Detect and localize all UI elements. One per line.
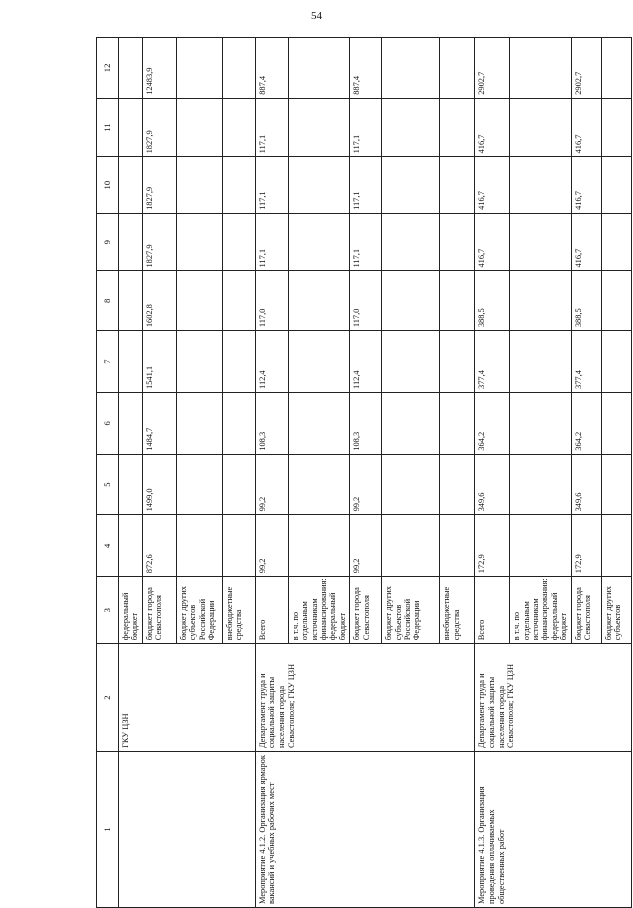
value-cell bbox=[119, 98, 143, 157]
table-row bbox=[255, 38, 288, 908]
value-cell bbox=[382, 454, 440, 515]
value-cell: 364,2 bbox=[475, 392, 510, 454]
value-cell: 2902,7 bbox=[571, 38, 601, 99]
value-cell bbox=[288, 98, 349, 157]
value-cell bbox=[119, 392, 143, 454]
value-cell bbox=[440, 331, 475, 393]
value-cell: 872,6 bbox=[142, 515, 176, 577]
value-cell: 349,6 bbox=[571, 454, 601, 515]
value-cell: 887,4 bbox=[255, 38, 288, 99]
value-cell bbox=[601, 454, 631, 515]
value-cell bbox=[382, 38, 440, 99]
value-cell: 388,5 bbox=[571, 271, 601, 331]
col-header: 9 bbox=[97, 213, 119, 271]
funding-source-cell: Всего bbox=[255, 577, 288, 644]
value-cell: 172,9 bbox=[475, 515, 510, 577]
funding-source-cell: бюджет города Севастополя bbox=[571, 577, 601, 644]
value-cell bbox=[510, 157, 571, 214]
value-cell bbox=[288, 271, 349, 331]
value-cell bbox=[510, 38, 571, 99]
value-cell bbox=[222, 392, 255, 454]
funding-source-cell: в т.ч. по отдельным источникам финансирования: федеральный бюджет bbox=[510, 577, 571, 644]
value-cell bbox=[440, 392, 475, 454]
value-cell bbox=[382, 515, 440, 577]
funding-source-cell: внебюджетные средства bbox=[222, 577, 255, 644]
value-cell bbox=[510, 392, 571, 454]
value-cell: 1827,9 bbox=[142, 157, 176, 214]
value-cell: 117,1 bbox=[255, 157, 288, 214]
measure-name-cell: Мероприятие 4.1.2. Организация ярмарок вакансий и учебных рабочих мест bbox=[255, 752, 474, 908]
value-cell bbox=[222, 331, 255, 393]
value-cell bbox=[440, 271, 475, 331]
budget-table bbox=[96, 37, 632, 908]
value-cell: 117,1 bbox=[350, 213, 382, 271]
value-cell bbox=[288, 392, 349, 454]
funding-source-cell: бюджет города Севастополя bbox=[350, 577, 382, 644]
value-cell bbox=[510, 331, 571, 393]
value-cell: 416,7 bbox=[571, 98, 601, 157]
col-header: 2 bbox=[97, 644, 119, 752]
executor-cell: Департамент труда и социальной защиты населения города Севастополя; ГКУ ЦЗН bbox=[255, 644, 474, 752]
value-cell bbox=[382, 331, 440, 393]
funding-source-cell: в т.ч. по отдельным источникам финансирования: федеральный бюджет bbox=[288, 577, 349, 644]
value-cell bbox=[382, 392, 440, 454]
value-cell bbox=[601, 213, 631, 271]
value-cell bbox=[222, 38, 255, 99]
value-cell bbox=[119, 157, 143, 214]
value-cell bbox=[176, 454, 222, 515]
value-cell: 99,2 bbox=[255, 515, 288, 577]
value-cell bbox=[440, 515, 475, 577]
value-cell bbox=[119, 213, 143, 271]
value-cell bbox=[119, 271, 143, 331]
value-cell bbox=[382, 271, 440, 331]
col-header: 8 bbox=[97, 271, 119, 331]
value-cell bbox=[176, 515, 222, 577]
funding-source-cell: бюджет других субъектов Российской Федерации bbox=[176, 577, 222, 644]
value-cell bbox=[288, 213, 349, 271]
measure-name-cell bbox=[119, 752, 256, 908]
value-cell bbox=[288, 331, 349, 393]
value-cell bbox=[176, 38, 222, 99]
value-cell bbox=[510, 454, 571, 515]
value-cell bbox=[288, 157, 349, 214]
value-cell: 364,2 bbox=[571, 392, 601, 454]
col-header: 11 bbox=[97, 98, 119, 157]
funding-source-cell: внебюджетные средства bbox=[440, 577, 475, 644]
value-cell bbox=[440, 454, 475, 515]
value-cell bbox=[176, 331, 222, 393]
measure-name-cell: Мероприятие 4.1.3. Организация проведения оплачиваемых общественных работ bbox=[475, 752, 631, 908]
value-cell: 1602,8 bbox=[142, 271, 176, 331]
value-cell bbox=[601, 98, 631, 157]
value-cell: 1541,1 bbox=[142, 331, 176, 393]
value-cell: 349,6 bbox=[475, 454, 510, 515]
value-cell bbox=[601, 157, 631, 214]
funding-source-cell: бюджет других субъектов Российской Федерации bbox=[382, 577, 440, 644]
value-cell: 108,3 bbox=[350, 392, 382, 454]
value-cell bbox=[440, 98, 475, 157]
value-cell bbox=[382, 213, 440, 271]
col-header: 4 bbox=[97, 515, 119, 577]
col-header: 10 bbox=[97, 157, 119, 214]
value-cell bbox=[222, 98, 255, 157]
value-cell bbox=[176, 213, 222, 271]
value-cell: 117,1 bbox=[255, 213, 288, 271]
value-cell: 887,4 bbox=[350, 38, 382, 99]
value-cell bbox=[510, 213, 571, 271]
value-cell bbox=[601, 392, 631, 454]
value-cell bbox=[119, 515, 143, 577]
value-cell: 1499,0 bbox=[142, 454, 176, 515]
value-cell: 416,7 bbox=[475, 98, 510, 157]
value-cell bbox=[288, 38, 349, 99]
value-cell bbox=[601, 515, 631, 577]
value-cell: 1827,9 bbox=[142, 213, 176, 271]
funding-source-cell: бюджет города Севастополя bbox=[142, 577, 176, 644]
value-cell: 99,2 bbox=[350, 454, 382, 515]
value-cell bbox=[176, 157, 222, 214]
value-cell: 99,2 bbox=[255, 454, 288, 515]
value-cell bbox=[601, 331, 631, 393]
value-cell bbox=[176, 98, 222, 157]
value-cell: 108,3 bbox=[255, 392, 288, 454]
value-cell bbox=[119, 331, 143, 393]
funding-source-cell: федеральный бюджет bbox=[119, 577, 143, 644]
executor-cell: Департамент труда и социальной защиты населения города Севастополя; ГКУ ЦЗН bbox=[475, 644, 631, 752]
value-cell bbox=[382, 98, 440, 157]
col-header: 3 bbox=[97, 577, 119, 644]
value-cell bbox=[288, 454, 349, 515]
value-cell: 416,7 bbox=[571, 157, 601, 214]
page-number: 54 bbox=[311, 10, 322, 22]
col-header: 7 bbox=[97, 331, 119, 393]
value-cell: 416,7 bbox=[475, 157, 510, 214]
value-cell: 388,5 bbox=[475, 271, 510, 331]
value-cell: 12483,9 bbox=[142, 38, 176, 99]
table-body bbox=[119, 38, 632, 908]
value-cell: 117,0 bbox=[255, 271, 288, 331]
value-cell: 117,0 bbox=[350, 271, 382, 331]
value-cell bbox=[601, 38, 631, 99]
value-cell: 377,4 bbox=[571, 331, 601, 393]
value-cell bbox=[119, 38, 143, 99]
value-cell bbox=[176, 271, 222, 331]
value-cell: 112,4 bbox=[255, 331, 288, 393]
value-cell: 117,1 bbox=[350, 157, 382, 214]
value-cell bbox=[510, 98, 571, 157]
value-cell bbox=[382, 157, 440, 214]
col-header: 6 bbox=[97, 392, 119, 454]
value-cell bbox=[510, 271, 571, 331]
value-cell bbox=[222, 454, 255, 515]
value-cell bbox=[176, 392, 222, 454]
value-cell: 1484,7 bbox=[142, 392, 176, 454]
value-cell: 112,4 bbox=[350, 331, 382, 393]
value-cell: 416,7 bbox=[475, 213, 510, 271]
value-cell: 172,9 bbox=[571, 515, 601, 577]
value-cell bbox=[440, 213, 475, 271]
funding-source-cell: бюджет других субъектов bbox=[601, 577, 631, 644]
value-cell bbox=[288, 515, 349, 577]
value-cell: 117,1 bbox=[255, 98, 288, 157]
value-cell bbox=[601, 271, 631, 331]
value-cell bbox=[222, 515, 255, 577]
value-cell: 117,1 bbox=[350, 98, 382, 157]
value-cell bbox=[510, 515, 571, 577]
value-cell: 2902,7 bbox=[475, 38, 510, 99]
table-row bbox=[119, 38, 143, 908]
value-cell bbox=[222, 157, 255, 214]
col-header: 12 bbox=[97, 38, 119, 99]
value-cell bbox=[440, 157, 475, 214]
value-cell bbox=[440, 38, 475, 99]
value-cell: 416,7 bbox=[571, 213, 601, 271]
value-cell bbox=[222, 271, 255, 331]
value-cell: 377,4 bbox=[475, 331, 510, 393]
col-header: 5 bbox=[97, 454, 119, 515]
table-row bbox=[475, 38, 510, 908]
value-cell: 99,2 bbox=[350, 515, 382, 577]
col-header: 1 bbox=[97, 752, 119, 908]
value-cell bbox=[119, 454, 143, 515]
value-cell bbox=[222, 213, 255, 271]
rotated-table-wrapper bbox=[96, 37, 623, 908]
value-cell: 1827,9 bbox=[142, 98, 176, 157]
executor-cell: ГКУ ЦЗН bbox=[119, 644, 256, 752]
funding-source-cell: Всего bbox=[475, 577, 510, 644]
column-number-row bbox=[97, 38, 119, 908]
